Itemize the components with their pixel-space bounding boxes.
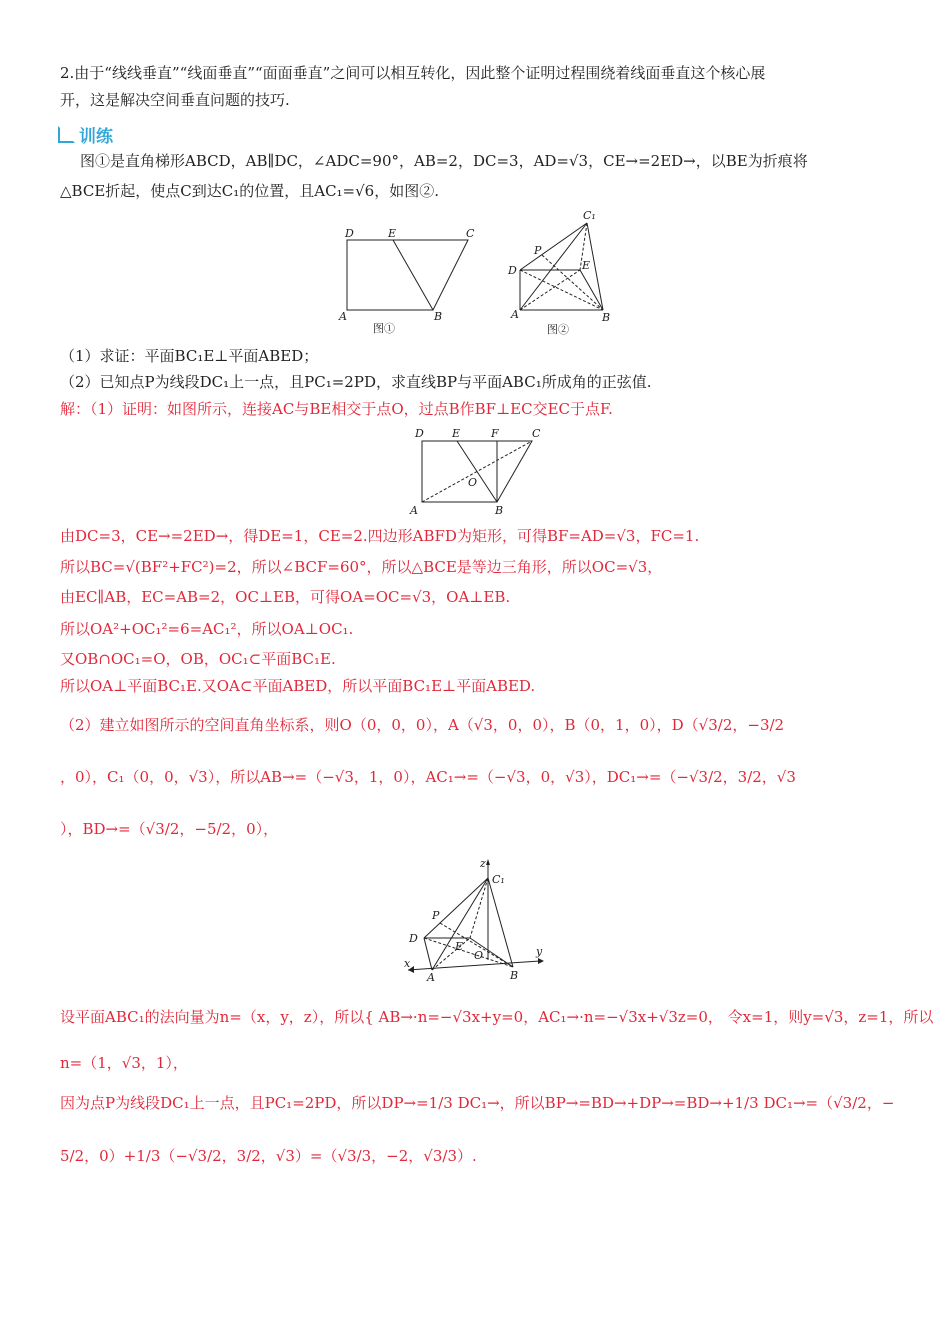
fig2-label-a: A bbox=[511, 308, 519, 321]
solution-line-4: 由EC∥AB，EC=AB=2，OC⊥EB，可得OA=OC=√3，OA⊥EB. bbox=[60, 588, 511, 606]
intro-line-1: 2.由于“线线垂直”“线面垂直”“面面垂直”之间可以相互转化，因此整个证明过程围绕着线面垂直这个核心展 bbox=[60, 64, 766, 82]
question-1: （1）求证：平面BC₁E⊥平面ABED； bbox=[60, 347, 319, 365]
fig4-label-a: A bbox=[427, 971, 435, 984]
solution-line-3: 所以BC=√(BF²+FC²)=2，所以∠BCF=60°，所以△BCE是等边三角形，所以OC=√3， bbox=[60, 558, 663, 576]
solution-line-11: 设平面ABC₁的法向量为n=（x，y，z），所以{ AB→·n=−√3x+y=0，AC₁→·n=−√3x+√3z=0， 令x=1，则y=√3，z=1，所以 bbox=[60, 1008, 934, 1026]
fig4-label-y: y bbox=[536, 945, 543, 958]
fig4-label-d: D bbox=[409, 932, 418, 945]
fig1-label-b: B bbox=[434, 310, 443, 323]
fig3-label-d: D bbox=[415, 427, 424, 440]
fig2-label-e: E bbox=[582, 259, 591, 272]
solution-line-1: 解：（1）证明：如图所示，连接AC与BE相交于点O，过点B作BF⊥EC交EC于点F. bbox=[60, 400, 613, 418]
section-header bbox=[58, 122, 113, 147]
solution-line-5: 所以OA²+OC₁²=6=AC₁²，所以OA⊥OC₁. bbox=[60, 620, 354, 638]
fig4-label-c1: C₁ bbox=[492, 873, 505, 886]
figure-1 bbox=[335, 222, 485, 342]
fig2-label-d: D bbox=[508, 264, 517, 277]
fig4-label-o: O bbox=[474, 949, 484, 962]
figure-4 bbox=[400, 855, 560, 985]
fig3-label-e: E bbox=[452, 427, 461, 440]
fig4-label-z: z bbox=[480, 857, 486, 870]
solution-line-6: 又OB∩OC₁=O，OB，OC₁⊂平面BC₁E. bbox=[60, 650, 336, 668]
check-box-icon bbox=[58, 126, 75, 143]
fig2-caption: 图② bbox=[547, 323, 569, 336]
fig1-label-d: D bbox=[345, 227, 354, 240]
section-title: 训练 bbox=[79, 127, 113, 147]
fig3-label-a: A bbox=[410, 504, 418, 517]
problem-line-2: △BCE折起，使点C到达C₁的位置，且AC₁=√6，如图②. bbox=[60, 182, 439, 200]
fig2-label-p: P bbox=[534, 244, 542, 257]
fig1-label-c: C bbox=[466, 227, 475, 240]
fig4-label-e: E bbox=[455, 940, 464, 953]
solution-line-9: ，0），C₁（0，0，√3），所以AB→=（−√3，1，0），AC₁→=（−√3，0，√3），DC₁→=（−√3/2，3/2，√3 bbox=[60, 768, 796, 786]
question-2: （2）已知点P为线段DC₁上一点，且PC₁=2PD，求直线BP与平面ABC₁所成角的正弦值. bbox=[60, 373, 652, 391]
fig1-caption: 图① bbox=[373, 322, 395, 335]
intro-line-2: 开，这是解决空间垂直问题的技巧. bbox=[60, 91, 290, 109]
figure-3 bbox=[405, 424, 550, 520]
fig3-label-o: O bbox=[468, 476, 478, 489]
solution-line-13: 因为点P为线段DC₁上一点，且PC₁=2PD，所以DP→=1/3 DC₁→，所以BP→=BD→+DP→=BD→+1/3 DC₁→=（√3/2，− bbox=[60, 1094, 895, 1112]
solution-line-7: 所以OA⊥平面BC₁E.又OA⊂平面ABED，所以平面BC₁E⊥平面ABED. bbox=[60, 677, 536, 695]
problem-line-1: 图①是直角梯形ABCD，AB∥DC，∠ADC=90°，AB=2，DC=3，AD=√3，CE→=2ED→，以BE为折痕将 bbox=[80, 152, 808, 170]
fig4-label-x: x bbox=[404, 957, 411, 970]
fig4-label-p: P bbox=[432, 909, 440, 922]
fig2-label-b: B bbox=[602, 311, 611, 324]
fig4-label-b: B bbox=[510, 969, 519, 982]
solution-line-12: n=（1，√3，1）， bbox=[60, 1054, 188, 1072]
figure-2 bbox=[505, 205, 625, 340]
fig3-label-b: B bbox=[495, 504, 504, 517]
solution-line-14: 5/2，0）+1/3（−√3/2，3/2，√3）=（√3/3，−2，√3/3）. bbox=[60, 1147, 477, 1165]
fig2-label-c1: C₁ bbox=[583, 209, 596, 222]
fig1-label-a: A bbox=[339, 310, 347, 323]
solution-line-10: ），BD→=（√3/2，−5/2，0）， bbox=[60, 820, 279, 838]
fig3-label-f: F bbox=[491, 427, 499, 440]
solution-line-2: 由DC=3，CE→=2ED→，得DE=1，CE=2.四边形ABFD为矩形，可得BF=AD=√3，FC=1. bbox=[60, 527, 700, 545]
fig3-label-c: C bbox=[532, 427, 541, 440]
solution-line-8: （2）建立如图所示的空间直角坐标系，则O（0，0，0），A（√3，0，0），B（0，1，0），D（√3/2，−3/2 bbox=[60, 716, 785, 734]
fig1-label-e: E bbox=[388, 227, 397, 240]
